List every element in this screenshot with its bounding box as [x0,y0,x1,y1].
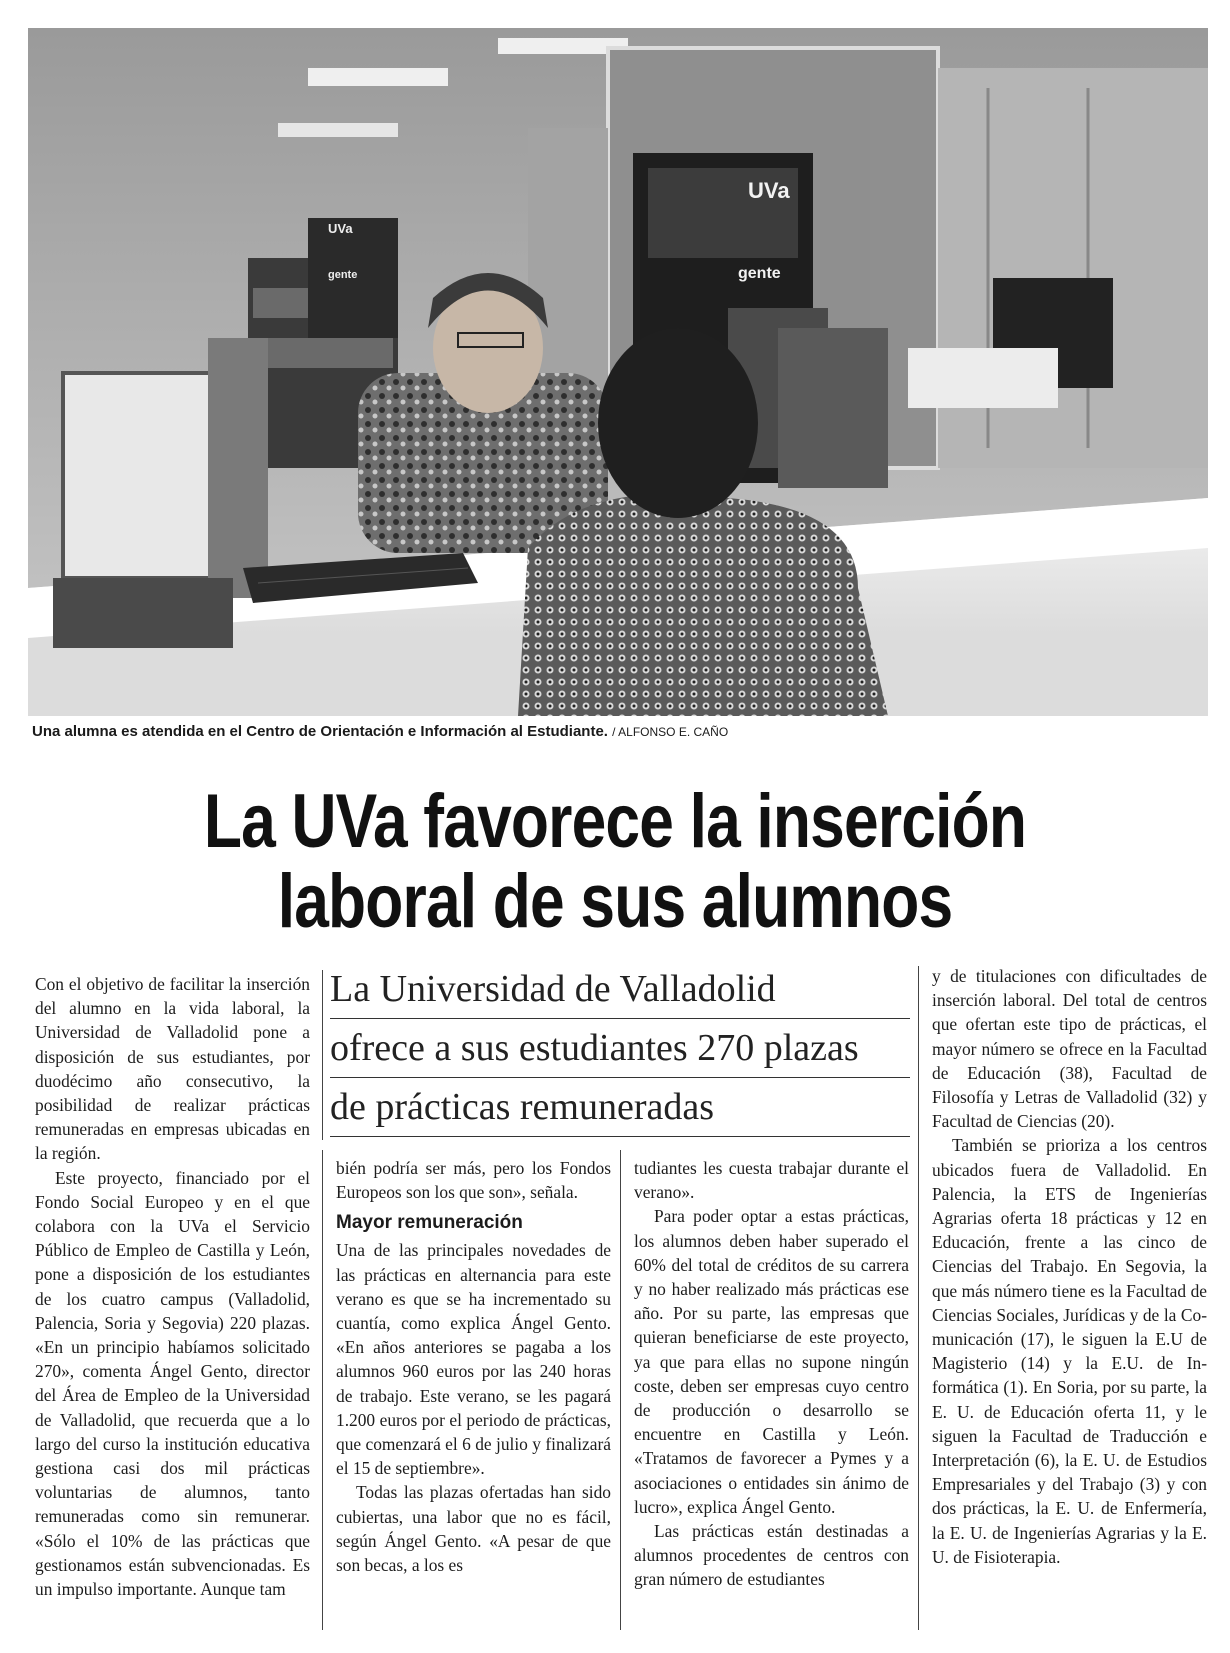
column-rule [620,1150,621,1630]
article-column-2 [336,1156,611,1577]
article-paragraph: Una de las principales novedades de las prácticas en alternancia para este verano es que se ha incrementado su cuantía, como explica Ángel Gento. «En años anteriores se pagaba a los alumnos 960 euros por las 240 horas de trabajo. Este verano, se les pagará 1.200 euros por el periodo de prácticas, que comenzará el 6 de julio y finalizará el 15 de septiembre». [336,1240,611,1479]
article-paragraph: tudiantes les cuesta trabajar durante el verano». [634,1158,909,1203]
section-subheading: Mayor remuneración [336,1212,523,1234]
poster-text-1: UVa [328,221,353,236]
deck-line-1: La Universidad de Valladolid [330,960,910,1019]
subtitle-deck [330,960,910,1137]
deck-line-2: ofrece a sus estudiantes 270 plazas [330,1019,910,1078]
poster-text-3: UVa [748,178,790,203]
article-paragraph: Todas las plazas ofertadas han sido cubiertas, una labor que no es fácil, según Ángel Gento. «A pesar de que son becas, a los es [336,1482,611,1576]
photo-credit: / ALFONSO E. CAÑO [612,725,729,739]
article-paragraph: Las prácticas están destinadas a alumnos procedentes de centros con gran número de estudiantes [634,1521,909,1590]
deck-line-3: de prácticas remuneradas [330,1078,910,1137]
article-column-3 [634,1156,909,1592]
article-photo [28,28,1208,716]
column-rule [322,1150,323,1630]
headline-line-1: La UVa favorece la inserción [203,779,1027,864]
headline-line-2: laboral de sus alumnos [277,859,953,944]
article-column-4 [932,964,1207,1569]
article-paragraph: Para poder optar a estas prácticas, los alumnos deben haber superado el 60% del total de créditos de su carrera y no haber realizado más prácticas ese año. Por su parte, las empresas que quieran beneficiarse de este proyecto, ya que para ellas no supone ningún coste, deben ser empresas cuyo centro de producción o desarrollo se encuentre en Castilla y León. «Tratamos de favorecer a Pymes y a asociaciones o entidades sin ánimo de lucro», explica Ángel Gento. [634,1206,909,1517]
poster-text-2: gente [328,269,358,281]
column-rule [322,970,323,1140]
article-paragraph: Este proyecto, financiado por el Fondo Social Europeo y en el que colabora con la UVa el Servicio Público de Empleo de Castilla y León, pone a disposición de los estudiantes de los cuatro campus (Valladolid, Palencia, Soria y Segovia) 220 plazas. «En un principio habíamos solicitado 270», comenta Ángel Gento, director del Área de Empleo de la Universidad de Valladolid, que recuerda que a lo largo del curso la institución educativa gestiona casi dos mil prácticas voluntarias de alumnos, tanto remuneradas como sin remunerar. «Sólo el 10% de las prácticas que gestionamos están subvencionadas. Es un impulso importante. Aunque tam [35,1167,310,1600]
headline [111,779,1120,944]
article-paragraph: bién podría ser más, pero los Fondos Europeos son los que son», señala. [336,1158,611,1203]
column-rule [918,966,919,1630]
article-column-1 [35,972,310,1601]
poster-text-4: gente [738,265,781,282]
photo-caption [32,722,1132,742]
article-paragraph: También se prioriza a los centros ubicados fuera de Valladolid. En Palencia, la ETS de Ingenierías Agrarias oferta 18 prácticas y 12 en Educación, frente a las cinco de Ciencias del Trabajo. En Segovia, la que más número tiene es la Facultad de Ciencias Sociales, Jurídicas y de la Comunicación (17), le siguen la E.U de Magisterio (14) y la E.U. de Informática (1). En Soria, por su parte, la E. U. de Educación oferta 11, y le siguen la Facultad de Traducción e Interpretación (6), la E. U. de Estudios Empresariales y del Trabajo (3) y con dos prácticas, la E. U. de Enfermería, la E. U. de Ingenierías Agrarias y la E. U. de Fisioterapia. [932,1135,1207,1567]
article-paragraph: y de titulaciones con dificultades de inserción laboral. Del total de centros que ofertan este tipo de prácticas, el mayor número se ofrece en la Facultad de Educación (38), Facultad de Filosofía y Letras de Valladolid (32) y Facultad de Ciencias (20). [932,966,1207,1132]
caption-text: Una alumna es atendida en el Centro de Orientación e Información al Estudiante. [32,723,608,740]
article-paragraph: Con el objetivo de facilitar la inserción del alumno en la vida laboral, la Universidad de Valladolid pone a disposición de sus estudiantes, por duodécimo año consecutivo, la posibilidad de realizar prácticas remuneradas en empresas ubicadas en la región. [35,974,310,1164]
